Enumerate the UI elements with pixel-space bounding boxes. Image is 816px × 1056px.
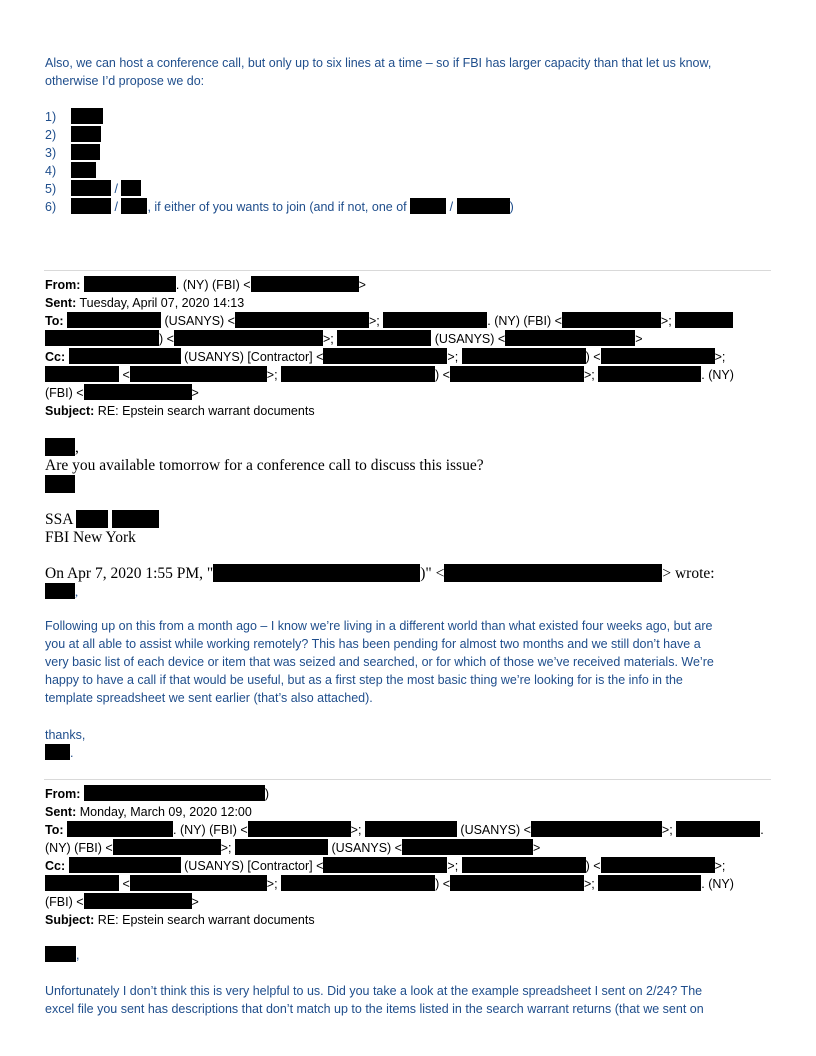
redaction xyxy=(84,893,192,909)
sent-value: Tuesday, April 07, 2020 14:13 xyxy=(79,296,245,310)
redaction xyxy=(676,821,760,837)
reply-body xyxy=(45,438,484,494)
list-item-text: , if either of you wants to join (and if not, one of xyxy=(147,200,407,214)
redaction xyxy=(112,510,159,528)
redaction xyxy=(450,366,584,382)
list-item xyxy=(45,108,514,126)
redaction xyxy=(601,348,715,364)
redaction xyxy=(248,821,351,837)
bracket-close: > xyxy=(191,895,199,909)
proposed-call-list xyxy=(45,108,514,216)
quoted-message xyxy=(45,617,714,707)
from-label: From: xyxy=(45,787,81,801)
earlier-message xyxy=(45,946,79,964)
email-header-1 xyxy=(45,276,775,420)
redaction xyxy=(45,946,76,962)
slash: / xyxy=(114,200,118,214)
intro-line: otherwise I’d propose we do: xyxy=(45,74,205,88)
sent-label: Sent: xyxy=(45,296,77,310)
redaction xyxy=(462,857,586,873)
redaction xyxy=(69,857,181,873)
to-label: To: xyxy=(45,314,64,328)
cc-text: (FBI) < xyxy=(45,386,84,400)
intro-line: Also, we can host a conference call, but only up to six lines at a time – so if FBI has larger capacity than that let us know, xyxy=(45,56,712,70)
subject-line xyxy=(45,911,775,929)
cc-line-cont xyxy=(45,875,775,893)
redaction xyxy=(71,144,100,160)
quote-salutation xyxy=(45,583,715,601)
cc-label: Cc: xyxy=(45,859,66,873)
list-item xyxy=(45,126,514,144)
redaction xyxy=(457,198,510,214)
separator: >; xyxy=(714,350,726,364)
redaction xyxy=(444,564,662,582)
redaction xyxy=(121,198,147,214)
list-number: 3) xyxy=(45,146,57,160)
redaction xyxy=(365,821,457,837)
redaction xyxy=(235,312,369,328)
redaction xyxy=(337,330,431,346)
redaction xyxy=(45,366,119,382)
cc-line-cont: < >; ) < >; . (NY) xyxy=(45,366,775,384)
separator: >; xyxy=(266,368,278,382)
subject-label: Subject: xyxy=(45,404,95,418)
closing xyxy=(45,726,85,762)
separator: >; xyxy=(369,314,380,328)
quote-text: )" < xyxy=(420,565,445,582)
separator: >; xyxy=(661,823,673,837)
to-line xyxy=(45,821,775,839)
cc-line-cont xyxy=(45,893,775,911)
redaction xyxy=(562,312,661,328)
body-line: you at all able to assist while working remotely? This has been pending for almost two months and we still don’t have a xyxy=(45,637,701,651)
redaction xyxy=(71,162,96,178)
intro-paragraph xyxy=(45,54,711,90)
cc-label: Cc: xyxy=(45,350,66,364)
to-text: (NY) (FBI) < xyxy=(45,841,113,855)
separator: >; xyxy=(584,877,595,891)
to-line xyxy=(45,312,775,330)
divider xyxy=(44,779,771,780)
close-paren: ) xyxy=(509,200,514,214)
redaction xyxy=(113,839,221,855)
list-number: 6) xyxy=(45,200,57,214)
to-line-cont xyxy=(45,330,775,348)
cc-text: ) < xyxy=(435,877,450,891)
separator: >; xyxy=(447,859,459,873)
redaction xyxy=(462,348,586,364)
subject-value: RE: Epstein search warrant documents xyxy=(97,404,315,418)
list-number: 2) xyxy=(45,128,57,142)
email-header-2 xyxy=(45,785,775,929)
cc-text: ) < xyxy=(585,859,601,873)
earlier-message-body xyxy=(45,982,704,1018)
redaction xyxy=(71,108,103,124)
bracket-close: > xyxy=(532,841,541,855)
redaction xyxy=(45,475,75,493)
redaction xyxy=(67,821,173,837)
redaction xyxy=(281,875,435,891)
from-line xyxy=(45,785,775,803)
to-text: (USANYS) < xyxy=(164,314,235,328)
body-line: Unfortunately I don’t think this is very helpful to us. Did you take a look at the example spreadsheet I sent on 2/24? The xyxy=(45,984,703,998)
bracket-close: > xyxy=(635,332,643,346)
cc-line-cont xyxy=(45,384,775,402)
redaction xyxy=(71,198,111,214)
redaction xyxy=(45,875,119,891)
redaction xyxy=(84,785,265,801)
signature xyxy=(45,510,159,547)
cc-text: . (NY) xyxy=(701,368,734,382)
separator: >; xyxy=(220,841,232,855)
comma: , xyxy=(76,948,80,962)
redaction xyxy=(45,583,75,599)
from-line xyxy=(45,276,775,294)
cc-text: (USANYS) [Contractor] < xyxy=(184,859,324,873)
comma: , xyxy=(75,585,79,599)
bracket-close: > xyxy=(191,386,199,400)
separator: >; xyxy=(660,314,672,328)
separator: >; xyxy=(447,350,459,364)
body-line: Following up on this from a month ago – I know we’re living in a different world than what existed four weeks ago, but are xyxy=(45,619,713,633)
separator: >; xyxy=(322,332,334,346)
list-item xyxy=(45,180,514,198)
redaction xyxy=(130,366,267,382)
subject-label: Subject: xyxy=(45,913,95,927)
sent-value: Monday, March 09, 2020 12:00 xyxy=(79,805,252,819)
sig-title: SSA xyxy=(45,511,73,528)
body-line: template spreadsheet we sent earlier (that’s also attached). xyxy=(45,691,373,705)
redaction xyxy=(383,312,487,328)
redaction xyxy=(601,857,715,873)
body-line: happy to have a call if that would be useful, but as a first step the most basic thing we’re looking for is the info in the xyxy=(45,673,683,687)
quote-text: On Apr 7, 2020 1:55 PM, " xyxy=(45,565,214,582)
redaction xyxy=(67,312,161,328)
body-line: very basic list of each device or item that was seized and searched, or for which of those we’ve received materials. We’re xyxy=(45,655,714,669)
to-text: (USANYS) < xyxy=(434,332,506,346)
redaction xyxy=(251,276,359,292)
redaction xyxy=(45,744,70,760)
redaction xyxy=(323,857,447,873)
quote-line xyxy=(45,564,715,583)
signoff xyxy=(45,744,85,762)
sig-title-line xyxy=(45,510,159,529)
cc-line xyxy=(45,857,775,875)
redaction xyxy=(69,348,181,364)
bracket-close: > xyxy=(358,278,366,292)
sent-label: Sent: xyxy=(45,805,77,819)
redaction xyxy=(76,510,108,528)
redaction xyxy=(598,366,701,382)
from-label: From: xyxy=(45,278,81,292)
redaction xyxy=(174,330,323,346)
redaction xyxy=(450,875,584,891)
redaction xyxy=(121,180,141,196)
to-text: . xyxy=(760,823,764,837)
subject-value: RE: Epstein search warrant documents xyxy=(97,913,315,927)
cc-text: ) < xyxy=(585,350,601,364)
redaction xyxy=(45,330,159,346)
cc-text: . (NY) xyxy=(701,877,734,891)
to-text: . (NY) (FBI) < xyxy=(173,823,248,837)
redaction xyxy=(84,384,192,400)
subject-line xyxy=(45,402,775,420)
redaction xyxy=(323,348,447,364)
body-line: excel file you sent has descriptions that don’t match up to the items listed in the search warrant returns (that we sent on xyxy=(45,1002,704,1016)
redaction xyxy=(598,875,701,891)
list-number: 1) xyxy=(45,110,57,124)
redaction xyxy=(410,198,446,214)
signoff xyxy=(45,475,484,494)
redaction xyxy=(45,438,75,456)
cc-text: (USANYS) [Contractor] < xyxy=(184,350,324,364)
period: . xyxy=(70,746,74,760)
list-number: 5) xyxy=(45,182,57,196)
to-line-cont xyxy=(45,839,775,857)
from-text: . (NY) (FBI) < xyxy=(175,278,251,292)
thanks: thanks, xyxy=(45,728,86,742)
sent-line xyxy=(45,294,775,312)
separator: >; xyxy=(714,859,726,873)
redaction xyxy=(235,839,328,855)
sig-office: FBI New York xyxy=(45,529,136,546)
list-item xyxy=(45,198,514,216)
comma: , xyxy=(75,439,79,456)
to-text: (USANYS) < xyxy=(331,841,402,855)
redaction xyxy=(505,330,635,346)
to-text: . (NY) (FBI) < xyxy=(487,314,562,328)
redaction xyxy=(130,875,267,891)
cc-text: (FBI) < xyxy=(45,895,84,909)
to-text: ) < xyxy=(159,332,174,346)
list-item xyxy=(45,162,514,180)
redaction xyxy=(402,839,533,855)
salutation xyxy=(45,438,484,457)
question-text: Are you available tomorrow for a conference call to discuss this issue? xyxy=(45,457,484,474)
salutation xyxy=(45,946,79,964)
separator: >; xyxy=(350,823,362,837)
bracket-open: < xyxy=(122,877,130,891)
cc-text: ) < xyxy=(435,368,450,382)
slash: / xyxy=(114,182,118,196)
sent-line xyxy=(45,803,775,821)
quote-attribution xyxy=(45,564,715,601)
redaction xyxy=(71,126,101,142)
to-label: To: xyxy=(45,823,64,837)
list-item xyxy=(45,144,514,162)
redaction xyxy=(84,276,176,292)
to-text: (USANYS) < xyxy=(460,823,531,837)
separator: >; xyxy=(266,877,278,891)
redaction xyxy=(71,180,111,196)
from-text: ) xyxy=(264,787,270,801)
redaction xyxy=(281,366,435,382)
separator: >; xyxy=(583,368,595,382)
divider xyxy=(44,270,771,271)
list-number: 4) xyxy=(45,164,57,178)
slash: / xyxy=(449,200,454,214)
redaction xyxy=(675,312,733,328)
cc-line xyxy=(45,348,775,366)
redaction xyxy=(213,564,420,582)
quote-text: > wrote: xyxy=(662,565,715,582)
redaction xyxy=(531,821,662,837)
